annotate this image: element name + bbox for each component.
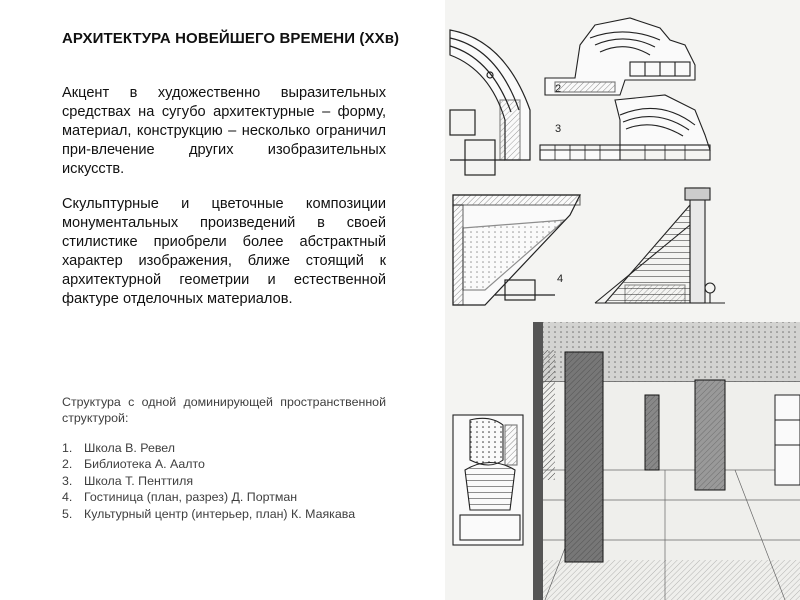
architecture-drawings [445,0,800,600]
list-item: 4. Гостиница (план, разрез) Д. Портман [62,490,298,505]
list-item: 1. Школа В. Ревел [62,441,176,455]
examples-list [62,440,386,522]
list-item: 3. Школа Т. Пенттиля [62,473,194,488]
slide-title: АРХИТЕКТУРА НОВЕЙШЕГО ВРЕМЕНИ (XXв) [62,30,400,47]
paragraph-accent: Акцент в художественно выразительных средствах на сугубо архитектурные – форму, материал, конструкцию – несколько ограничил при-влечение других изобразительных искусств. [62,85,386,177]
list-item: 2. Библиотека А. Аалто [62,457,205,472]
plan-4-hotel [453,195,580,305]
plan-3-school [540,95,710,160]
figure-number-2: 2 [555,83,562,95]
figure-number-4: 4 [557,273,564,285]
figure-number-3: 3 [555,123,562,135]
paragraph-sculpture: Скульптурные и цветочные композиции монументальных произведений в своей стилистике приобрели более абстрактный характер изображения, ближе стоящий к архитектурной геометрии и естественной фактуре отделочных материалов. [62,196,386,307]
list-item: 5. Культурный центр (интерьер, план) К. Маякава [62,506,356,521]
section-4-hotel [595,188,725,303]
plan-2-library [545,18,695,95]
structure-subheading: Структура с одной доминирующей пространственной структурой: [62,395,386,425]
plan-1-school [450,30,530,175]
interior-5-cultural-center [533,322,800,600]
plan-5-cultural-center [453,415,523,545]
architecture-drawings-figure [445,0,800,600]
